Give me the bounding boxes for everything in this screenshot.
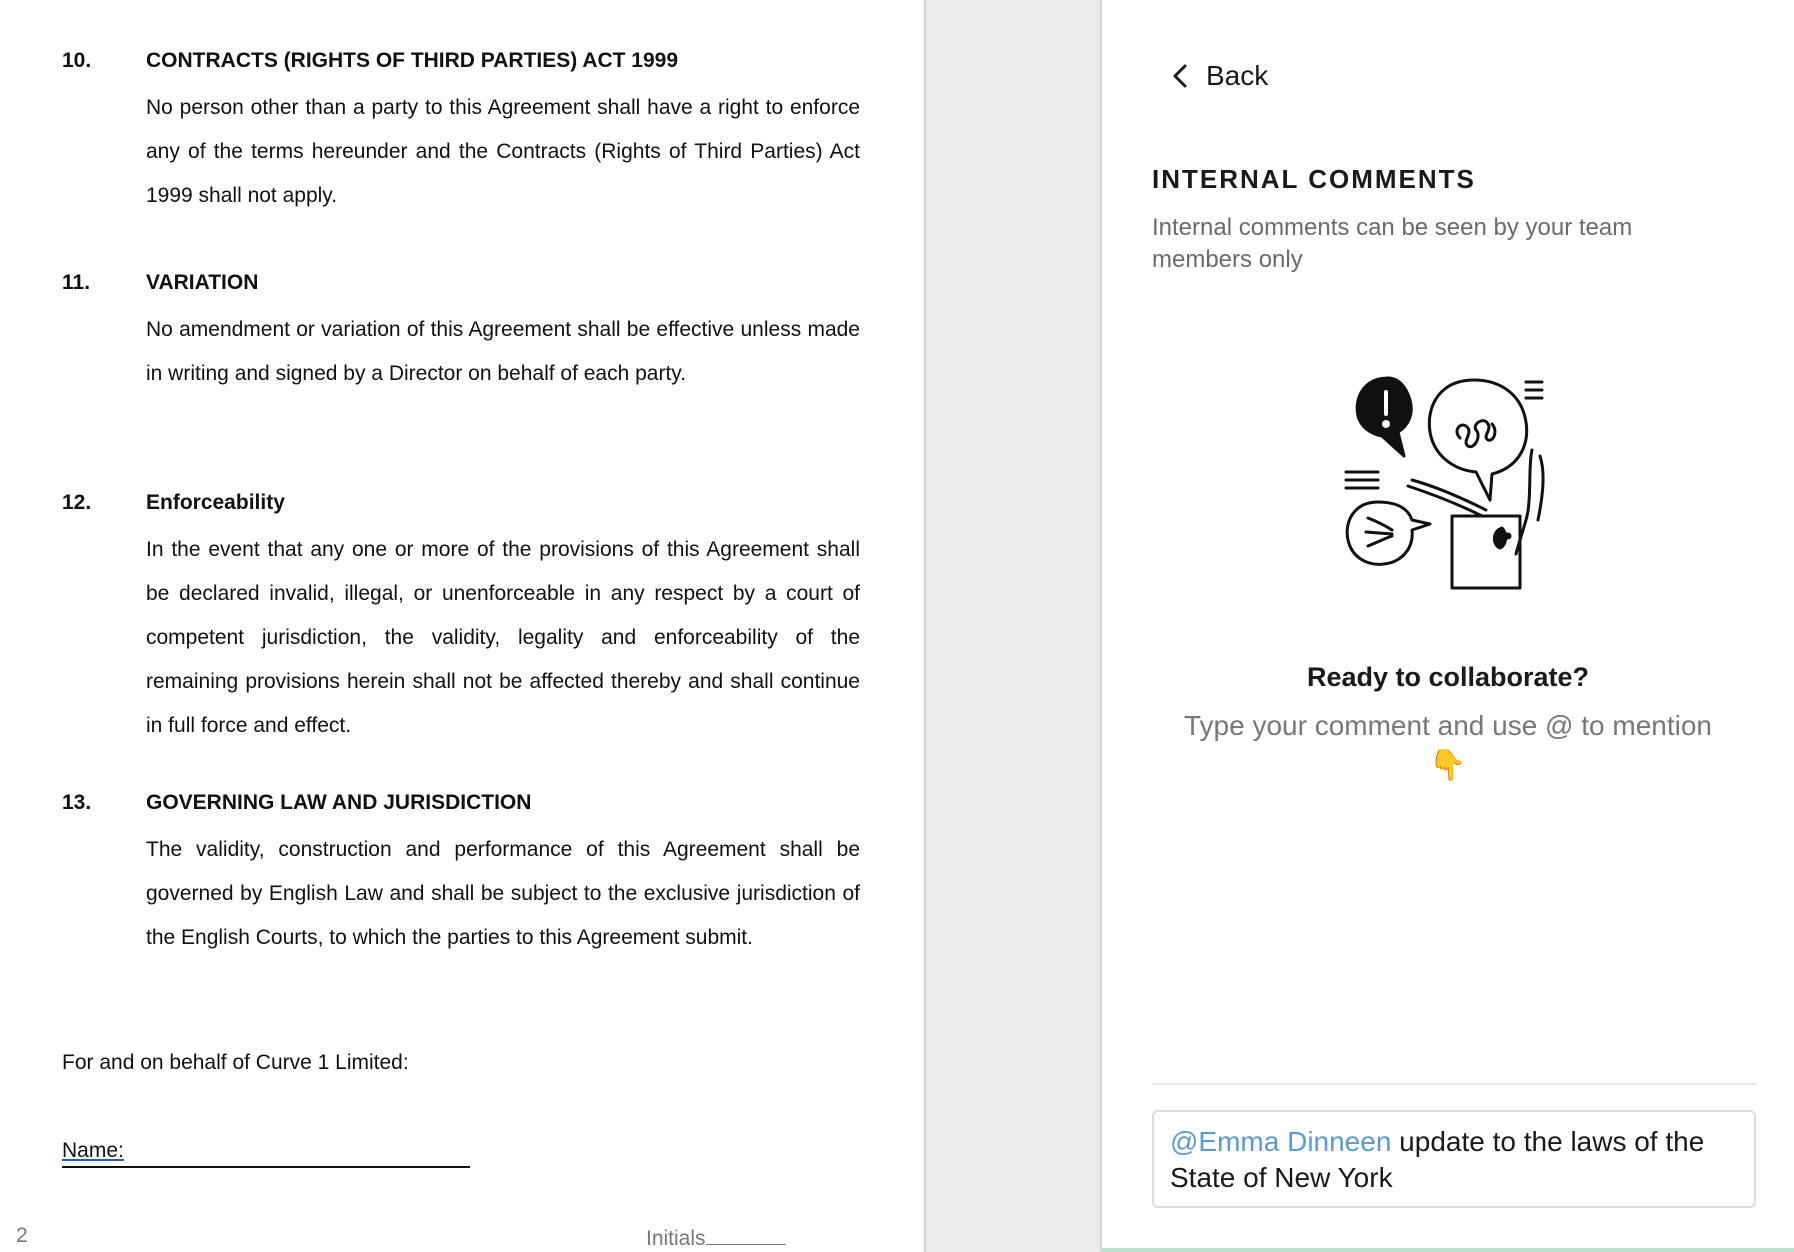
clause-body: No person other than a party to this Agreement shall have a right to enforce any of the terms hereunder and the Contracts (Rights of Third Parties) Act 1999 shall not apply. — [146, 96, 860, 207]
empty-state-hint: Type your comment and use @ to mention — [1183, 710, 1713, 741]
chat-bubbles-illustration — [1342, 370, 1582, 600]
name-signature-field — [62, 1136, 470, 1168]
clause-heading: Enforceability — [146, 491, 285, 514]
clause-number: 13. — [62, 791, 92, 814]
panel-title: INTERNAL COMMENTS — [1152, 164, 1476, 194]
comment-input[interactable] — [1152, 1110, 1756, 1208]
clause-heading: CONTRACTS (RIGHTS OF THIRD PARTIES) ACT 1999 — [146, 49, 679, 72]
name-label: Name: — [62, 1139, 124, 1162]
panel-subtitle: Internal comments can be seen by your team members only — [1152, 214, 1633, 273]
initials-blank — [706, 1224, 786, 1245]
page-gutter — [924, 0, 1102, 1252]
chevron-left-icon — [1172, 63, 1188, 89]
clause-body: No amendment or variation of this Agreement shall be effective unless made in writing and signed by a Director on behalf of each party. — [146, 318, 860, 385]
clause-body: In the event that any one or more of the provisions of this Agreement shall be declared invalid, illegal, or unenforceable in any respect by a court of competent jurisdiction, the validity, legality and enforceability of the remaining provisions herein shall not be affected thereby and shall continue in full force and effect. — [146, 538, 860, 737]
input-divider — [1152, 1083, 1756, 1085]
empty-state-title: Ready to collaborate? — [1306, 662, 1590, 692]
comments-panel — [1102, 0, 1794, 1252]
initials-field — [646, 1224, 786, 1251]
clause-number: 10. — [62, 49, 92, 72]
pointing-down-icon: 👇 — [1429, 749, 1467, 782]
bottom-accent-bar — [1102, 1248, 1794, 1252]
clause-heading: VARIATION — [146, 271, 259, 294]
signatory-line: For and on behalf of Curve 1 Limited: — [62, 1051, 409, 1074]
back-label: Back — [1206, 60, 1269, 91]
mention-tag[interactable]: @Emma Dinneen — [1170, 1126, 1392, 1157]
back-button[interactable] — [1172, 56, 1268, 96]
clause-heading: GOVERNING LAW AND JURISDICTION — [146, 791, 532, 814]
clause-number: 12. — [62, 491, 92, 514]
clause-number: 11. — [62, 271, 91, 294]
clause-body: The validity, construction and performance of this Agreement shall be governed by English Law and shall be subject to the exclusive jurisdiction of the English Courts, to which the parties to this Agreement submit. — [146, 838, 860, 949]
initials-label: Initials — [646, 1227, 706, 1250]
comment-text: update to the laws of the State of New York — [1170, 1126, 1705, 1193]
page-number: 2 — [16, 1224, 28, 1247]
